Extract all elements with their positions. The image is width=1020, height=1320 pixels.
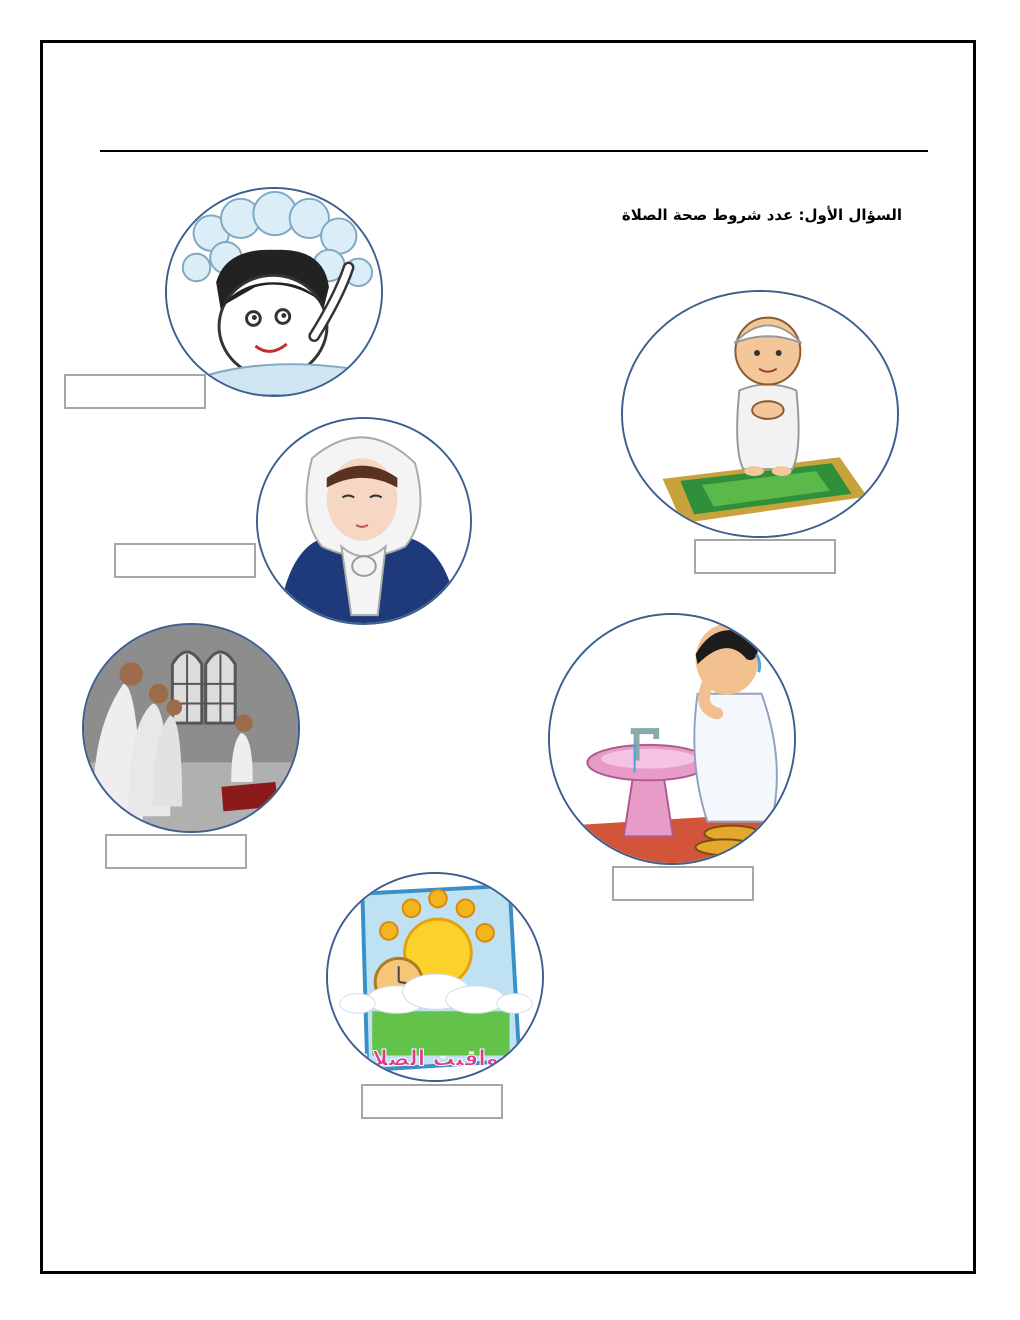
header-rule — [100, 150, 928, 152]
wudu-illustration — [548, 613, 796, 865]
bathing-boy-icon — [167, 189, 381, 395]
answer-box-5[interactable] — [612, 866, 754, 901]
mosque-prayer-icon — [84, 625, 298, 831]
hijab-girl-icon — [258, 419, 470, 623]
ablution-boy-icon — [550, 615, 794, 863]
answer-box-4[interactable] — [105, 834, 247, 869]
answer-box-3[interactable] — [114, 543, 256, 578]
answer-box-6[interactable] — [361, 1084, 503, 1119]
hijab-illustration — [256, 417, 472, 625]
question-text: السؤال الأول: عدد شروط صحة الصلاة — [621, 206, 902, 224]
sun-clock-icon — [328, 874, 542, 1080]
prayer-times-image-text: مواقيت الصلاة — [359, 1046, 513, 1072]
praying-boy-icon — [623, 292, 897, 536]
prayer-times-illustration — [326, 872, 544, 1082]
ghusl-illustration — [165, 187, 383, 397]
answer-box-1[interactable] — [64, 374, 206, 409]
congregation-illustration — [82, 623, 300, 833]
answer-box-2[interactable] — [694, 539, 836, 574]
prayer-mat-illustration — [621, 290, 899, 538]
